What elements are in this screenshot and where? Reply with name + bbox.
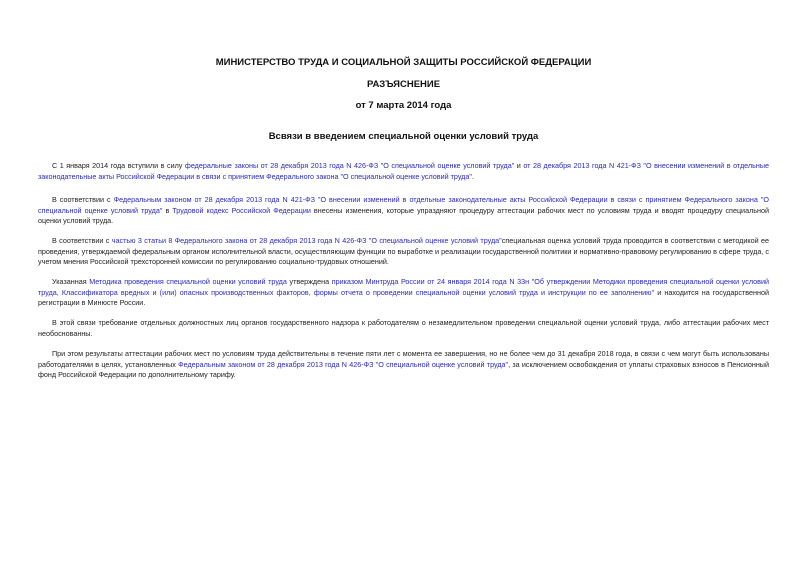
paragraph-text: специальная оценка условий труда проводится в соответствии с методикой ее проведения, утверждаемой федеральным органом исполнительной власти, осуществляющим функции по выработке и реализации государственной политики и нормативно-правовому регулированию в сфере труда, с учетом мнения Российской трехсторонней комиссии по регулированию социально-трудовых отношений. — [38, 236, 769, 266]
law-426-article-8-link[interactable]: частью 3 статьи 8 Федерального закона от 28 декабря 2013 года N 426-ФЗ "О специальной оценке условий труда" — [111, 236, 502, 245]
paragraph-text: В соответствии с — [52, 236, 112, 245]
ministry-title: МИНИСТЕРСТВО ТРУДА И СОЦИАЛЬНОЙ ЗАЩИТЫ РОССИЙСКОЙ ФЕДЕРАЦИИ — [215, 57, 592, 68]
paragraph-text: и находится на государственной регистрации в Минюсте России. — [38, 287, 769, 307]
paragraph-text: При этом результаты аттестации рабочих мест по условиям труда действительны в течение пяти лет с момента ее завершения, но не более чем до 31 декабря 2018 года, в связи с чем могут быть использованы работодателями в целях, установленных — [38, 349, 769, 369]
paragraph-2 — [38, 195, 769, 227]
methodology-link[interactable]: Методика проведения специальной оценки условий труда — [89, 277, 287, 286]
paragraph-1 — [38, 161, 769, 182]
paragraph-text: Указанная — [52, 277, 90, 286]
law-421-link[interactable]: от 28 декабря 2013 года N 421-ФЗ "О внесении изменений в отдельные законодательные акты Российской Федерации в связи с принятием Федерального закона "О специальной оценке условий труда" — [38, 161, 770, 181]
paragraph-text: С 1 января 2014 года вступили в силу — [52, 161, 185, 170]
document-date: от 7 марта 2014 года — [355, 100, 452, 111]
paragraph-text: внесены изменения, которые упраздняют процедуру аттестации рабочих мест по условиям труда и вводят процедуру специальной оценки условий труда. — [38, 205, 769, 225]
paragraph-5 — [38, 318, 769, 339]
paragraph-text: В соответствии с — [52, 195, 114, 204]
law-421-link[interactable]: Федеральным законом от 28 декабря 2013 года N 421-ФЗ "О внесении изменений в отдельные законодательные акты Российской Федерации в связи с принятием Федерального закона "О специальной оценке условий труда" — [38, 195, 769, 215]
document-subject: Всвязи в введением специальной оценки условий труда — [268, 131, 539, 142]
paragraph-6 — [38, 349, 769, 381]
paragraph-4 — [38, 277, 769, 309]
law-426-link[interactable]: Федеральным законом от 28 декабря 2013 года N 426-ФЗ "О специальной оценке условий труда" — [178, 359, 509, 369]
paragraph-text: В этой связи требование отдельных должностных лиц органов государственного надзора к работодателям о незамедлительном проведении специальной оценки условий труда, либо аттестации рабочих мест необоснованны. — [38, 318, 769, 338]
paragraph-text: , за исключением освобождения от уплаты страховых взносов в Пенсионный фонд Российской Федерации по дополнительному тарифу. — [38, 359, 769, 379]
paragraph-text: в — [162, 205, 173, 215]
labor-code-link[interactable]: Трудовой кодекс Российской Федерации — [172, 205, 311, 215]
paragraph-text: . — [471, 171, 474, 181]
paragraph-text: и — [514, 161, 524, 170]
paragraph-text: утверждена — [286, 277, 332, 286]
document-type: РАЗЪЯСНЕНИЕ — [366, 79, 441, 90]
paragraph-3 — [38, 236, 769, 268]
law-426-link[interactable]: федеральные законы от 28 декабря 2013 года N 426-ФЗ "О специальной оценке условий труда" — [184, 161, 515, 170]
order-33n-link[interactable]: приказом Минтруда России от 24 января 2014 года N 33н "Об утверждении Методики проведения специальной оценки условий труда, Классификатора вредных и (или) опасных производственных факторов, формы отчета о проведении специальной оценки условий труда и инструкции по ее заполнению" — [38, 277, 769, 297]
